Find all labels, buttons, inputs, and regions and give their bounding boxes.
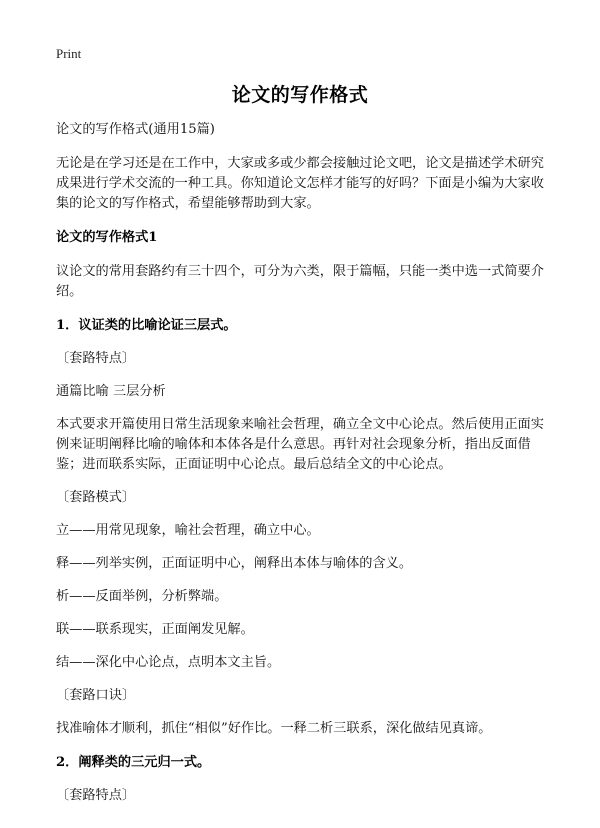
article-body	[56, 120, 552, 806]
feature-label: 〔套路特点〕	[56, 788, 136, 803]
print-link[interactable]: Print	[56, 46, 82, 61]
feature-label: 〔套路特点〕	[56, 351, 136, 366]
section-heading: 论文的写作格式1	[56, 230, 158, 245]
item-heading: 2．阐释类的三元归一式。	[56, 755, 211, 770]
rhyme-text: 找准喻体才顺利，抓住“相似”好作比。一释二析三联系，深化做结见真谛。	[56, 721, 492, 736]
pattern-line-lian: 联——联系现实，正面阐发见解。	[56, 622, 254, 637]
description-paragraph: 本式要求开篇使用日常生活现象来喻社会哲理，确立全文中心论点。然后使用正面实例来证明阐释比喻的喻体和本体各是什么意思。再针对社会现象分析，指出反面借鉴；进而联系实际，正面证明中心论点。最后总结全文的中心论点。	[56, 417, 544, 472]
rhyme-label: 〔套路口诀〕	[56, 688, 136, 703]
article-subtitle: 论文的写作格式(通用15篇)	[56, 122, 215, 137]
intro-paragraph: 无论是在学习还是在工作中，大家或多或少都会接触过论文吧，论文是描述学术研究成果进行学术交流的一种工具。你知道论文怎样才能写的好吗？下面是小编为大家收集的论文的写作格式，希望能够帮助到大家。	[56, 156, 544, 211]
page-title: 论文的写作格式	[231, 84, 369, 106]
pattern-line-jie: 结——深化中心论点，点明本文主旨。	[56, 655, 281, 670]
feature-text: 通篇比喻 三层分析	[56, 384, 166, 399]
pattern-line-xi: 析——反面举例，分析弊端。	[56, 589, 228, 604]
item-heading: 1．议证类的比喻论证三层式。	[56, 318, 237, 333]
pattern-line-shi: 释——列举实例，正面证明中心，阐释出本体与喻体的含义。	[56, 556, 413, 571]
pattern-line-li: 立——用常见现象，喻社会哲理，确立中心。	[56, 523, 320, 538]
section-intro-paragraph: 议论文的常用套路约有三十四个，可分为六类，限于篇幅，只能一类中选一式简要介绍。	[56, 264, 544, 299]
pattern-label: 〔套路模式〕	[56, 490, 136, 505]
